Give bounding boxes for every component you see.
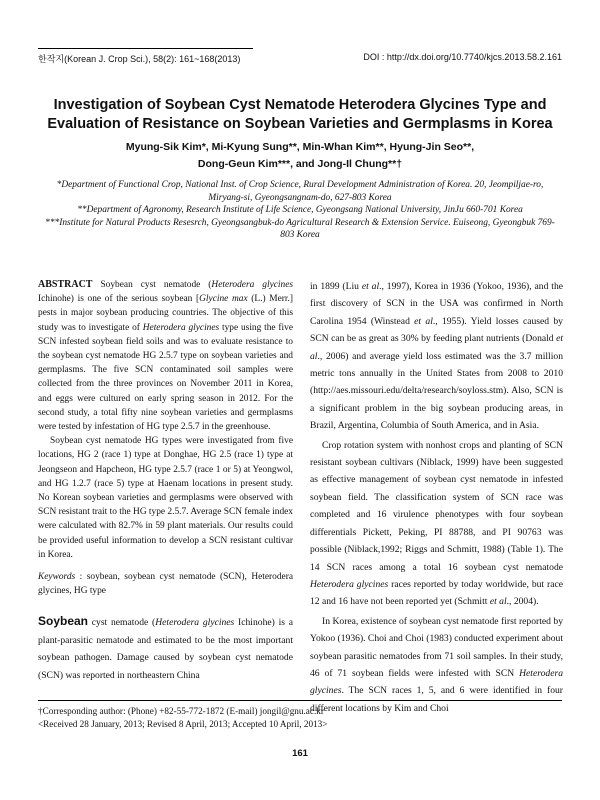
intro-lead-word: Soybean [38,614,89,629]
keywords-label: Keywords [38,572,76,583]
abstract-label: ABSTRACT [38,279,93,290]
doi-link[interactable]: DOI : http://dx.doi.org/10.7740/kjcs.2013.58.2.161 [363,52,562,62]
title-line-2: Evaluation of Resistance on Soybean Varieties and Germplasms in Korea [47,116,553,132]
body-italic: Heterodera glycines [310,667,563,697]
body-paragraph-2 [310,437,563,611]
body-italic: Heterodera glycines [310,578,389,590]
body-italic: et al [414,315,433,327]
abstract-species: Glycine max [199,294,248,305]
affiliation-3: ***Institute for Natural Products Resesrch, Gyeongsangbuk-do Agricultural Research & Extension Service. Euiseong, Gyeongbuk 769-803 Korea [45,217,555,240]
right-column [310,278,563,717]
author-list [40,139,560,173]
abstract-text: type using the five SCN infested soybean field soils and was to evaluate resistance to the soybean cyst nematode HG 2.5.7 type on soybean varieties and germplasms. The five SCN contaminated soil samples were collected from the three provinces on November 2011 in Korea, and eggs were cultured on early spring season in 2012. For the second study, a total fifty nine soybean varieties and germplasms were tested by infestation of HG type 2.5.7 in the greenhouse. [38,322,293,433]
authors-line-1: Myung-Sik Kim*, Mi-Kyung Sung**, Min-Whan Kim**, Hyung-Jin Seo**, [125,141,475,153]
intro-text: cyst nematode ( [88,617,156,629]
body-italic: et al [489,596,507,608]
intro-text: Ichinohe) is a plant-parasitic nematode and estimated to be the most important soybean pathogen. Damage caused by soybean cyst nematode (SCN) was reported in northeastern China [38,617,293,681]
affiliation-1: *Department of Functional Crop, National Inst. of Crop Science, Rural Development Administration of Korea. 20, Jeompiljae-ro, Miryang-si, Gyeongsangnam-do, 627-803 Korea [56,180,544,203]
body-italic: et al [310,333,563,362]
abstract-species: Heterodera glycines [211,280,294,290]
body-text: ., 1997), Korea in 1936 (Yokoo, 1936), and the first discovery of SCN in the USA was confirmed in North Carolina 1954 (Winstead [310,281,563,327]
body-text: ., 1955). Yield losses caused by SCN can be as great as 30% by feeding plant nutrients (Donald [310,315,563,345]
left-column [38,278,293,684]
abstract-text: Soybean cyst nematode ( [92,280,212,290]
paper-title [40,96,560,134]
received-dates: <Received 28 January, 2013; Revised 8 April, 2013; Accepted 10 April, 2013> [38,719,328,729]
body-text: . The SCN races 1, 5, and 6 were identified in four different locations by Kim and Choi [310,685,563,714]
keywords-text: : soybean, soybean cyst nematode (SCN), Heterodera glycines, HG type [38,572,293,597]
affiliations [40,179,560,242]
page-number: 161 [292,748,308,759]
authors-line-2: Dong-Geun Kim***, and Jong-Il Chung**† [197,158,403,170]
body-text: Crop rotation system with nonhost crops and planting of SCN resistant soybean cultivars (Niblack, 1999) have been suggested as effective management of soybean cyst nematode in infested soybean field. The classification system of SCN race was completed and 16 virulence phenotypes with four soybean differentials Pickett, Peking, PI 88788, and PI 90763 was possible (Niblack,1992; Riggs and Schmitt, 1988) (Table 1). The 14 SCN races among a total 16 soybean cyst nematode [310,439,563,573]
journal-citation: 한작지(Korean J. Crop Sci.), 58(2): 161~168(2013) [38,54,241,64]
body-text: in 1899 (Liu [310,281,362,292]
body-text: In Korea, existence of soybean cyst nematode first reported by Yokoo (1936). Choi and Choi (1983) conducted experiment about soybean parasitic nematodes from 71 soil samples. In their study, 46 of 71 soybean fields were infested with SCN [310,615,563,679]
abstract-text: Ichinohe) is one of the serious soybean [ [38,294,200,305]
body-text: races reported by today worldwide, but race 12 and 16 have not been reported yet (Schmitt [310,578,563,608]
affiliation-2: **Department of Agronomy, Research Institute of Life Science, Gyeongsang National University, JinJu 660-701 Korea [77,205,523,215]
abstract-paragraph-2: Soybean cyst nematode HG types were investigated from five locations, HG 2 (race 1) type at Donghae, HG 2.5 (race 1) type at Jeongseon and Hapcheon, HG type 2.5.7 (race 1 or 5) at Yeongwol, and HG 1.2.7 (race 5) type at Haenam locations in present study. No Korean soybean varieties and germplasms were observed with SCN resistant trait to the HG type 2.5.7. Average SCN female index were calculated with 82.7% in 59 plant materials. Our results could be provided useful information to develop a SCN resistant cultivar in Korea. [38,436,293,560]
header-rule [38,48,253,49]
body-italic: et al [361,281,380,292]
corresponding-author: †Corresponding author: (Phone) +82-55-772-1872 (E-mail) jongil@gnu.ac.kr [38,706,324,716]
footnote [38,700,562,731]
body-text: ., 2004). [506,596,539,608]
abstract-paragraph-1 [38,278,293,434]
abstract-text: (L.) Merr.] pests in major soybean producing countries. The objective of this study was to investigate of [38,294,293,333]
body-text: ., 2006) and average yield loss estimated was the 3.7 million metric tons annually in the United States from 2008 to 2010 (http://aes.missouri.edu/delta/research/soyloss.stm). Also, SCN is a significant problem in the big soybean producing areas, in Brazil, Argentina, Columbia of South America, and in Asia. [310,350,563,432]
intro-species: Heterodera glycines [155,617,235,629]
title-line-1: Investigation of Soybean Cyst Nematode Heterodera Glycines Type and [53,97,547,113]
intro-paragraph-1 [38,614,293,684]
abstract-species: Heterodera glycines [142,322,220,333]
keywords [38,570,293,598]
body-paragraph-1 [310,278,563,435]
